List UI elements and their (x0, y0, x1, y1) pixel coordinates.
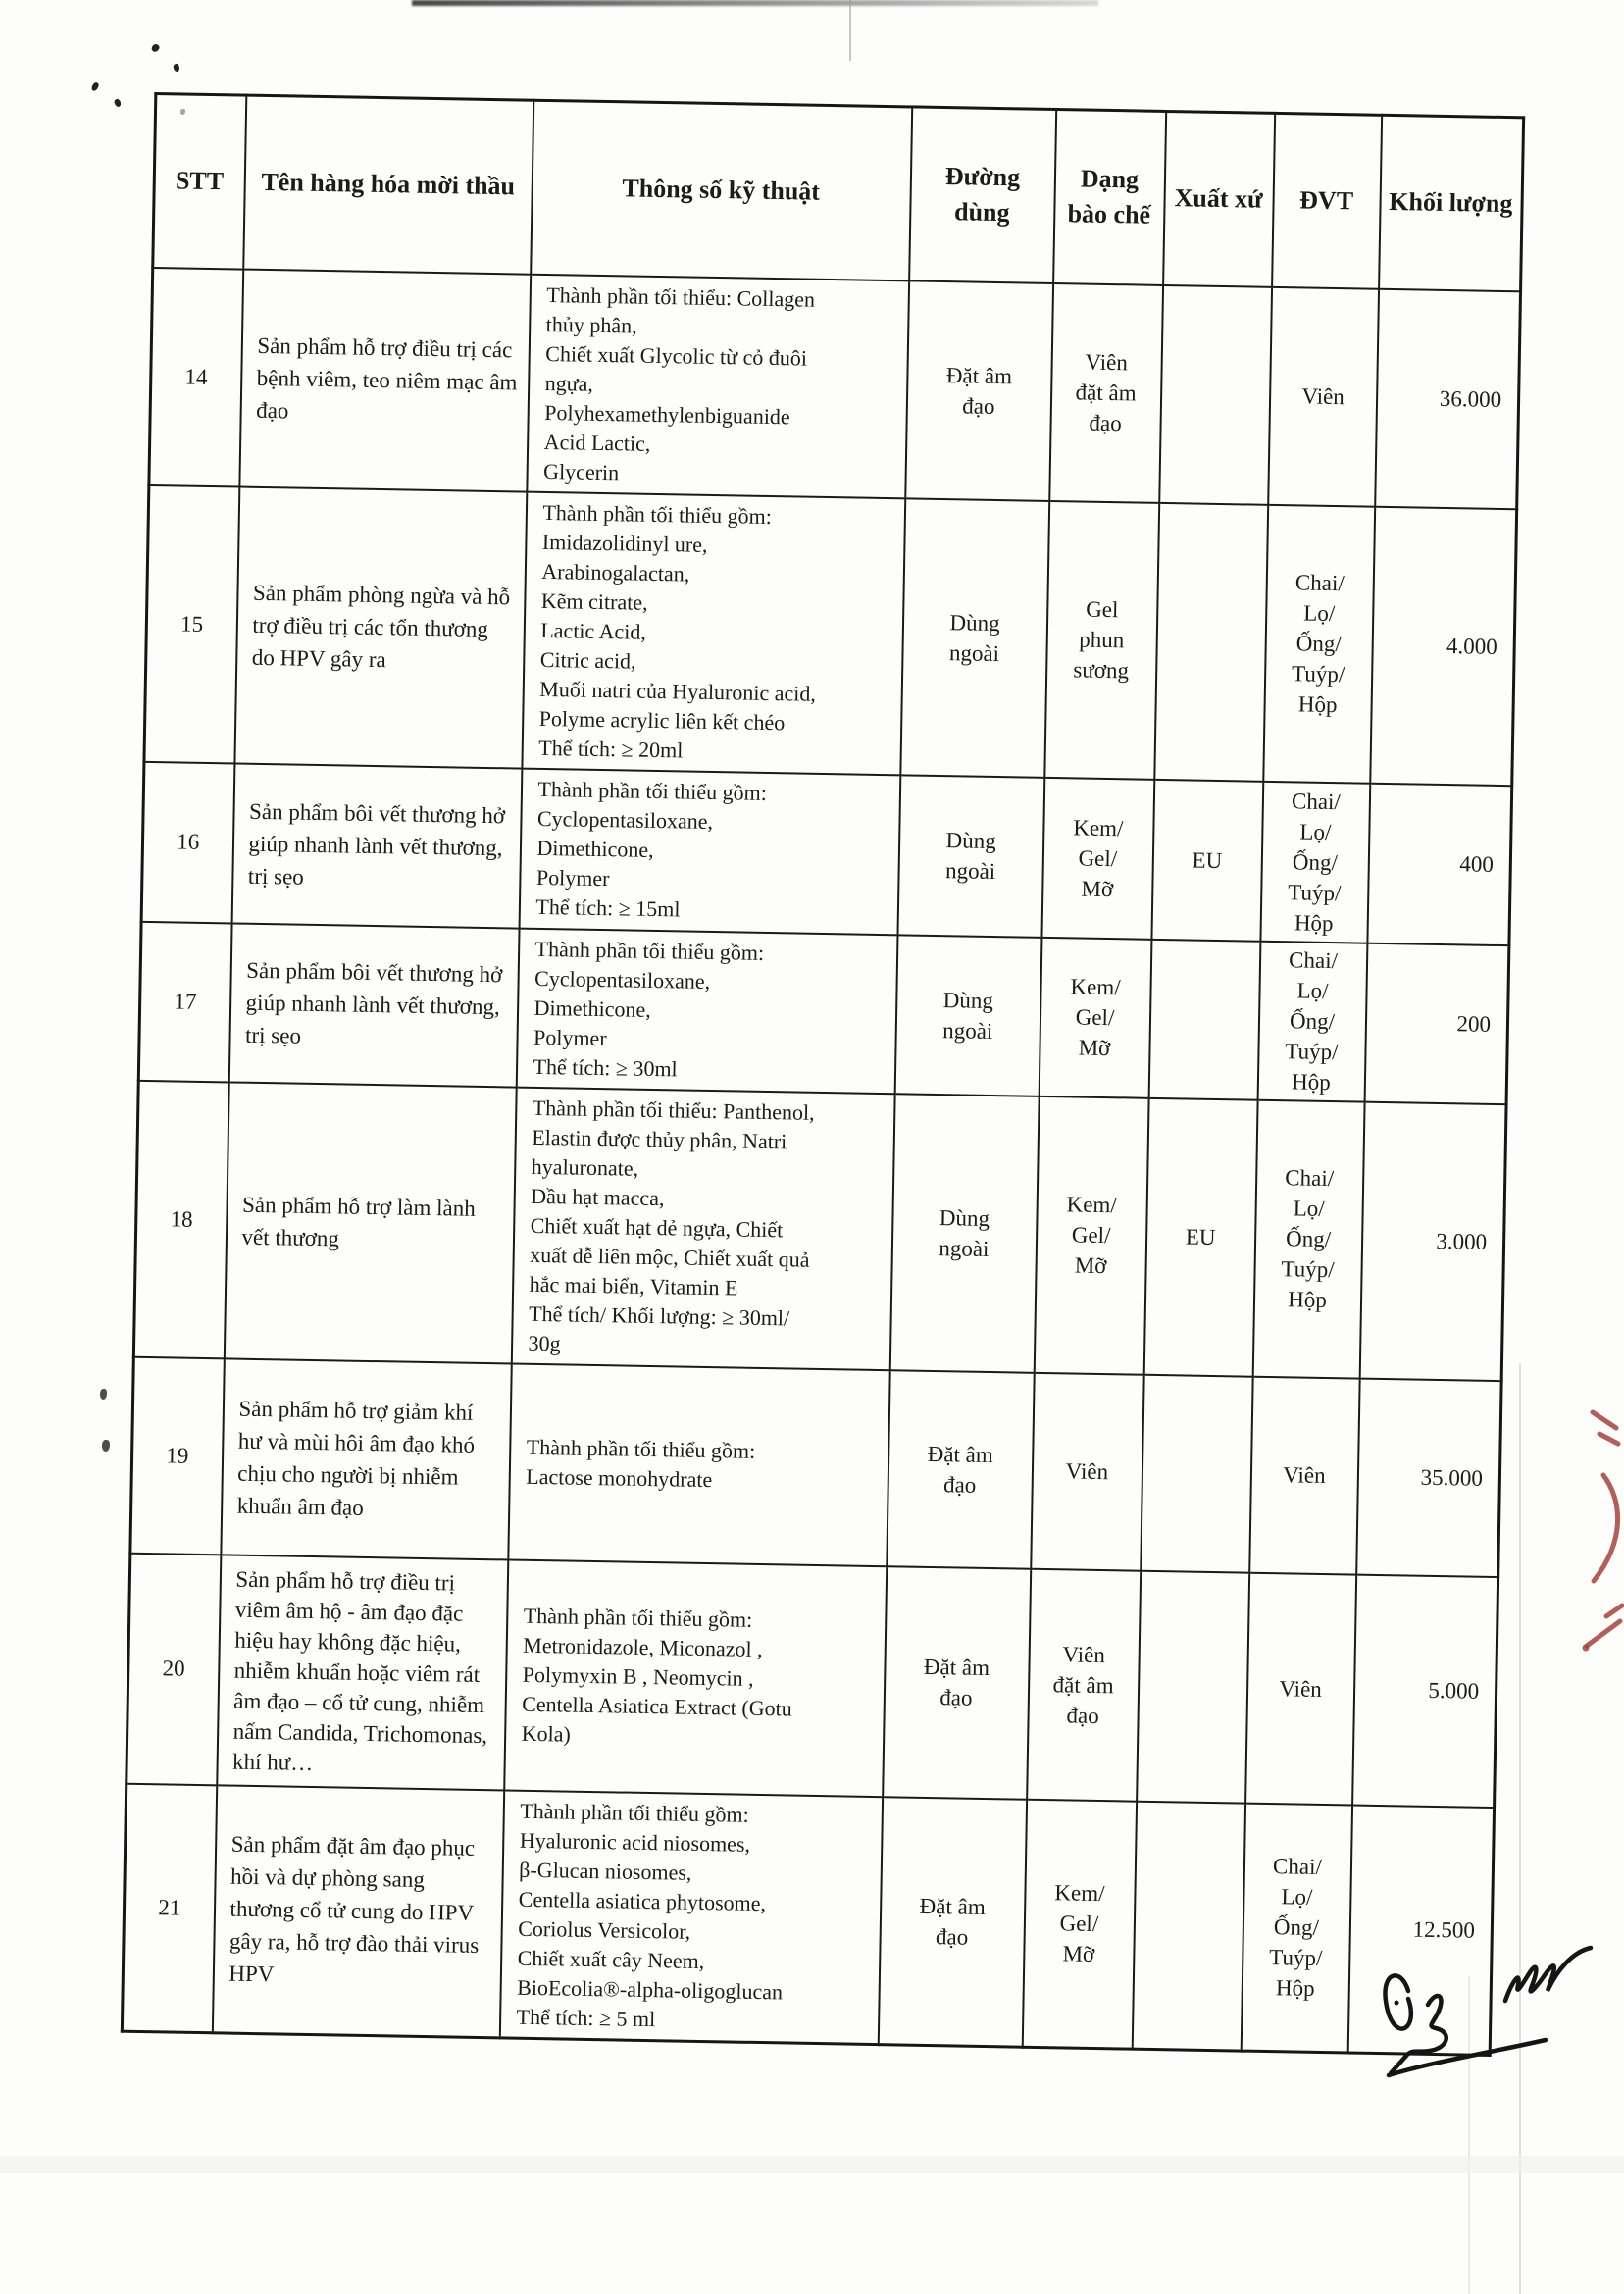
cell-form: Gel phun sương (1044, 500, 1159, 779)
cell-route: Dùng ngoài (894, 935, 1041, 1096)
scan-noise-band (0, 2156, 1624, 2173)
table-header-row (153, 93, 1524, 290)
scan-edge-shadow (412, 0, 1098, 6)
cell-spec: Thành phần tối thiểu gồm: Cyclopentasiloxane, Dimethicone, Polymer Thể tích: ≥ 30ml (516, 928, 897, 1094)
cell-qty: 400 (1367, 783, 1512, 945)
cell-spec: Thành phần tối thiểu: Collagen thủy phân, Chiết xuất Glycolic từ cỏ đuôi ngựa, Polyhexamethylenbiguanide Acid Lactic, Glycerin (527, 274, 909, 498)
cell-name: Sản phẩm hỗ trợ làm lành vết thương (224, 1082, 516, 1363)
table-row (144, 484, 1517, 785)
cell-name: Sản phẩm hỗ trợ giảm khí hư và mùi hôi âm đạo khó chịu cho người bị nhiễm khuẩn âm đạo (221, 1358, 511, 1559)
cell-unit: Viên (1245, 1572, 1356, 1805)
cell-spec: Thành phần tối thiểu gồm: Imidazolidinyl ure, Arabinogalactan, Kẽm citrate, Lactic Acid, Citric acid, Muối natri của Hyaluronic acid, Polyme acrylic liên kết chéo Thể tích: ≥ 20ml (522, 491, 905, 775)
table-row (127, 1553, 1498, 1807)
cell-origin (1137, 1570, 1249, 1803)
cell-qty: 5.000 (1352, 1574, 1498, 1807)
cell-qty: 35.000 (1356, 1378, 1501, 1577)
cell-form: Viên đặt âm đạo (1027, 1568, 1141, 1801)
cell-name: Sản phẩm hỗ trợ điều trị viêm âm hộ - âm đạo đặc hiệu hay không đặc hiệu, nhiễm khuẩn hoặc viêm rát âm đạo – cổ tử cung, nhiễm nấm Candida, Trichomonas, khí hư… (217, 1555, 508, 1790)
cell-qty: 3.000 (1359, 1101, 1506, 1380)
header-cell-unit: ĐVT (1272, 113, 1382, 288)
cell-name: Sản phẩm hỗ trợ điều trị các bệnh viêm, teo niêm mạc âm đạo (239, 269, 531, 491)
cell-name: Sản phẩm bôi vết thương hở giúp nhanh lành vết thương, trị sẹo (231, 763, 522, 928)
cell-unit: Chai/ Lọ/ Ống/ Tuýp/ Hộp (1260, 781, 1370, 943)
cell-qty: 12.500 (1347, 1805, 1494, 2055)
cell-name: Sản phẩm bôi vết thương hở giúp nhanh lành vết thương, trị sẹo (228, 923, 519, 1087)
cell-stt: 21 (122, 1783, 216, 2032)
cell-unit: Chai/ Lọ/ Ống/ Tuýp/ Hộp (1263, 504, 1375, 783)
cell-form: Kem/ Gel/ Mỡ (1034, 1096, 1148, 1374)
cell-form: Kem/ Gel/ Mỡ (1039, 937, 1151, 1097)
cell-stt: 18 (133, 1080, 228, 1358)
cell-spec: Thành phần tối thiểu gồm: Metronidazole, Miconazol , Polymyxin B , Neomycin , Centella Asiatica Extract (Gotu Kola) (504, 1559, 887, 1797)
table-row (138, 921, 1509, 1103)
cell-origin: EU (1143, 1097, 1257, 1376)
scan-streak-line (1519, 1363, 1521, 2294)
cell-stt: 20 (127, 1553, 221, 1785)
cell-form: Kem/ Gel/ Mỡ (1022, 1799, 1136, 2048)
cell-route: Đặt âm đạo (905, 280, 1053, 501)
red-pen-mark (1577, 1404, 1624, 1659)
cell-stt: 17 (138, 921, 231, 1082)
ink-speck (113, 98, 122, 108)
table-row (133, 1080, 1506, 1380)
cell-stt: 15 (144, 484, 239, 763)
cell-origin (1148, 939, 1260, 1099)
cell-origin: EU (1151, 779, 1263, 941)
cell-name: Sản phẩm phòng ngừa và hỗ trợ điều trị các tổn thương do HPV gây ra (234, 486, 527, 768)
header-cell-name: Tên hàng hóa mời thầu (243, 95, 533, 274)
cell-route: Đặt âm đạo (878, 1797, 1026, 2047)
cell-unit: Chai/ Lọ/ Ống/ Tuýp/ Hộp (1241, 1803, 1351, 2052)
cell-origin (1141, 1374, 1252, 1572)
cell-stt: 19 (130, 1356, 224, 1555)
cell-qty: 36.000 (1375, 288, 1521, 508)
header-cell-origin: Xuất xứ (1163, 111, 1275, 286)
cell-origin (1159, 284, 1272, 504)
table-row (130, 1356, 1501, 1576)
ink-speck (90, 81, 99, 92)
cell-form: Viên (1031, 1372, 1143, 1570)
header-cell-route: Đường dùng (909, 107, 1056, 283)
ink-speck (150, 43, 160, 54)
cell-spec: Thành phần tối thiểu gồm: Lactose monohydrate (508, 1363, 889, 1566)
scan-streak-line (849, 0, 851, 61)
cell-route: Dùng ngoài (900, 498, 1049, 778)
cell-stt: 14 (149, 267, 243, 486)
cell-spec: Thành phần tối thiểu gồm: Hyaluronic acid niosomes, β-Glucan niosomes, Centella asiatica phytosome, Coriolus Versicolor, Chiết xuất cây Neem, BioEcolia®-alpha-oligoglucan Thể tích: ≥ 5 ml (499, 1790, 882, 2044)
cell-spec: Thành phần tối thiểu gồm: Cyclopentasiloxane, Dimethicone, Polymer Thể tích: ≥ 15ml (519, 768, 900, 935)
cell-unit: Viên (1249, 1376, 1359, 1574)
cell-qty: 4.000 (1370, 506, 1517, 785)
cell-route: Dùng ngoài (889, 1094, 1039, 1373)
header-cell-spec: Thông số kỹ thuật (531, 100, 912, 280)
cell-name: Sản phẩm đặt âm đạo phục hồi và dự phòng sang thương cổ tử cung do HPV gây ra, hỗ trợ đào thải virus HPV (212, 1785, 503, 2038)
cell-origin (1154, 502, 1268, 781)
cell-route: Dùng ngoài (897, 775, 1044, 938)
header-cell-qty: Khối lượng (1379, 115, 1524, 291)
cell-stt: 16 (141, 761, 234, 923)
cell-unit: Viên (1268, 286, 1379, 506)
cell-form: Kem/ Gel/ Mỡ (1041, 777, 1154, 939)
cell-route: Đặt âm đạo (883, 1566, 1031, 1800)
cell-unit: Chai/ Lọ/ Ống/ Tuýp/ Hộp (1257, 941, 1367, 1101)
header-cell-stt: STT (153, 93, 246, 269)
cell-qty: 200 (1364, 943, 1509, 1104)
ink-speck (173, 63, 180, 73)
cell-origin (1132, 1801, 1244, 2050)
procurement-table (121, 92, 1525, 2057)
cell-spec: Thành phần tối thiểu: Panthenol, Elastin được thủy phân, Natri hyaluronate, Dầu hạt macca, Chiết xuất hạt dẻ ngựa, Chiết xuất dễ liên mộc, Chiết xuất quả hắc mai biển, Vitamin E Thể tích/ Khối lượng: ≥ 30ml/ 30g (511, 1087, 894, 1370)
ink-speck (102, 1440, 110, 1452)
cell-form: Viên đặt âm đạo (1049, 282, 1163, 502)
handwritten-signature (1369, 1969, 1560, 2102)
ink-speck (100, 1389, 107, 1400)
cell-unit: Chai/ Lọ/ Ống/ Tuýp/ Hộp (1252, 1099, 1364, 1378)
cell-route: Đặt âm đạo (887, 1370, 1034, 1569)
header-cell-form: Dạng bào chế (1053, 109, 1166, 284)
table-row (149, 267, 1521, 508)
table-row (141, 761, 1512, 944)
table-row (122, 1783, 1494, 2055)
